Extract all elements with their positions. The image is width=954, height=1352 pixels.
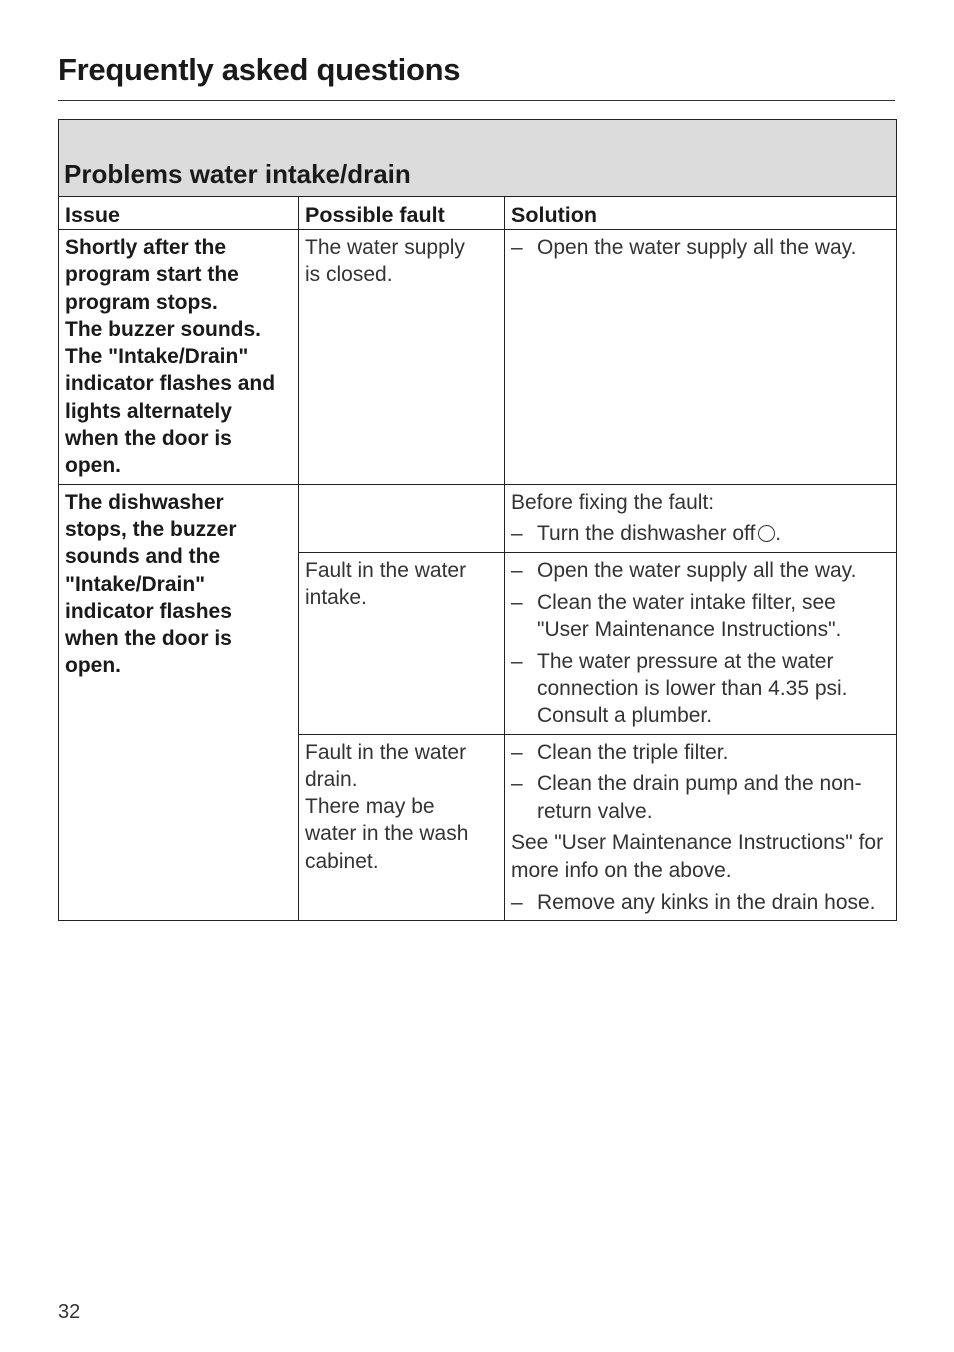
issue-text-line: open. <box>65 454 121 478</box>
title-divider <box>58 100 895 101</box>
solution-text: Clean the water intake filter, see "User Maintenance Instructions". <box>537 590 842 641</box>
issue-text-line: when the door is <box>65 427 232 451</box>
issue-text-line: program stops. <box>65 290 218 314</box>
solution-item <box>511 234 890 261</box>
solution-item <box>511 520 890 547</box>
solution-step-end: . <box>775 522 782 546</box>
page-title: Frequently asked questions <box>58 52 461 87</box>
section-title: Problems water intake/drain <box>59 120 897 197</box>
solution-item <box>511 739 890 766</box>
issue-text-line: indicator flashes and <box>65 372 276 396</box>
dash-bullet: – <box>511 522 523 546</box>
issue-text-line: indicator flashes <box>65 599 232 623</box>
issue-text-line: sounds and the <box>65 545 221 569</box>
issue-text-line: program start the <box>65 263 239 287</box>
solution-item <box>511 770 890 825</box>
solution-text: The water pressure at the water connection is lower than 4.35 psi. Consult a plumber. <box>537 649 848 728</box>
dash-bullet: – <box>511 558 523 582</box>
fault-cell <box>299 552 505 734</box>
fault-text-line: water in the wash <box>305 822 469 846</box>
fault-text-line: cabinet. <box>305 849 379 873</box>
solution-cell <box>505 230 897 485</box>
table-row <box>59 484 897 552</box>
solution-item <box>511 557 890 584</box>
solution-intro: Before fixing the fault: <box>511 490 715 514</box>
dash-bullet: – <box>511 740 523 764</box>
power-off-icon <box>758 525 775 542</box>
issue-text-line: The "Intake/Drain" <box>65 345 249 369</box>
fault-text-line: Fault in the water <box>305 740 467 764</box>
fault-text-line: Fault in the water <box>305 558 467 582</box>
solution-cell <box>505 552 897 734</box>
table-row <box>59 230 897 485</box>
dash-bullet: – <box>511 890 523 914</box>
fault-cell <box>299 230 505 485</box>
page-number: 32 <box>58 1301 81 1323</box>
issue-cell <box>59 230 299 485</box>
solution-text: Clean the triple filter. <box>537 740 729 764</box>
solution-item <box>511 648 890 730</box>
issue-text-line: stops, the buzzer <box>65 517 237 541</box>
solution-step-text: Turn the dishwasher off <box>537 522 756 546</box>
solution-text <box>537 520 781 547</box>
column-header-solution: Solution <box>505 197 897 230</box>
issue-text-line: The dishwasher <box>65 490 224 514</box>
issue-text-line: "Intake/Drain" <box>65 572 206 596</box>
solution-item <box>511 889 890 916</box>
solution-text: Remove any kinks in the drain hose. <box>537 890 876 914</box>
solution-note: See "User Maintenance Instructions" for more info on the above. <box>511 831 884 882</box>
issue-text-line: when the door is <box>65 627 232 651</box>
column-header-issue: Issue <box>59 197 299 230</box>
issue-text-line: lights alternately <box>65 399 232 423</box>
faq-table <box>58 119 897 921</box>
fault-cell <box>299 734 505 920</box>
issue-text-line: The buzzer sounds. <box>65 317 262 341</box>
fault-cell-empty <box>299 484 505 552</box>
solution-item <box>511 589 890 644</box>
fault-text-line: intake. <box>305 586 367 610</box>
issue-text-line: Shortly after the <box>65 236 227 259</box>
fault-text-line: The water supply <box>305 236 465 259</box>
solution-cell <box>505 484 897 552</box>
dash-bullet: – <box>511 590 523 614</box>
dash-bullet: – <box>511 772 523 796</box>
fault-text-line: is closed. <box>305 263 393 287</box>
solution-cell <box>505 734 897 920</box>
solution-text: Open the water supply all the way. <box>537 236 857 259</box>
fault-text-line: drain. <box>305 767 358 791</box>
column-header-possible-fault: Possible fault <box>299 197 505 230</box>
solution-text: Open the water supply all the way. <box>537 558 857 582</box>
solution-text: Clean the drain pump and the non-return valve. <box>537 772 862 823</box>
issue-text-line: open. <box>65 654 121 678</box>
issue-cell <box>59 484 299 920</box>
dash-bullet: – <box>511 236 523 259</box>
dash-bullet: – <box>511 649 523 673</box>
fault-text-line: There may be <box>305 795 435 819</box>
